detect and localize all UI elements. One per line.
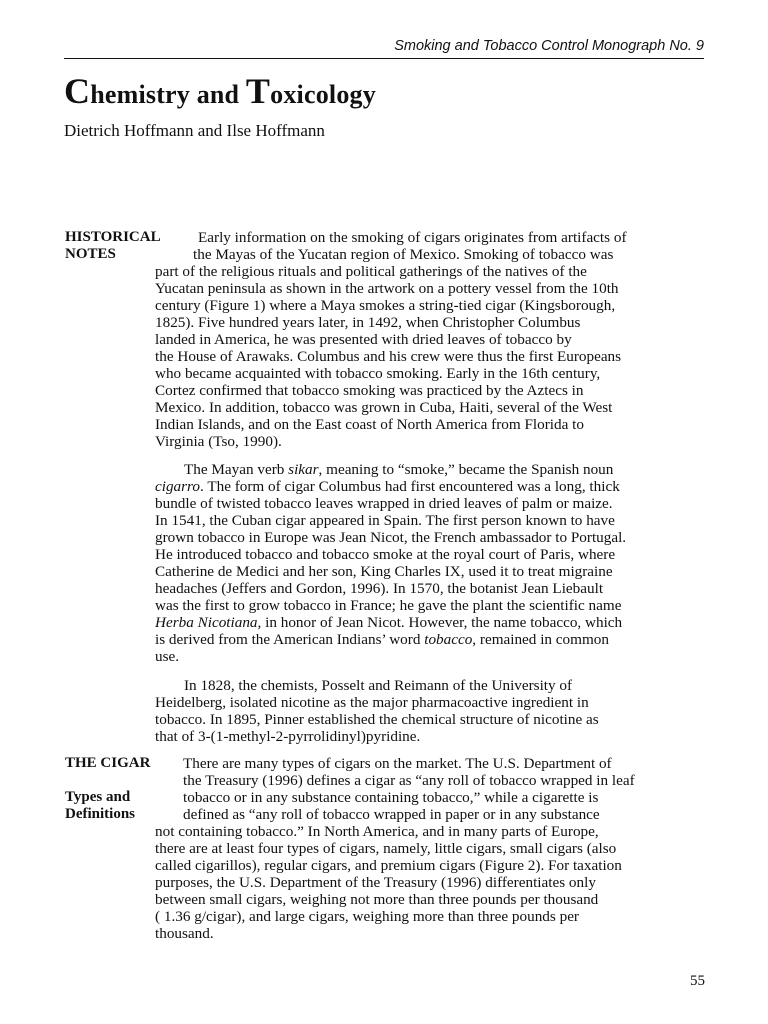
historical-paragraph-1 bbox=[155, 229, 627, 450]
text-line: thousand. bbox=[155, 925, 214, 942]
section-label-historical-notes bbox=[65, 229, 161, 263]
text-line: century (Figure 1) where a Maya smokes a string-tied cigar (Kingsborough, bbox=[155, 297, 616, 314]
text-line: part of the religious rituals and political gatherings of the natives of the bbox=[155, 263, 587, 280]
text-line: who became acquainted with tobacco smoking. Early in the 16th century, bbox=[155, 365, 601, 382]
text-line: bundle of twisted tobacco leaves wrapped in dried leaves of palm or maize. bbox=[155, 495, 613, 512]
text-line: In 1828, the chemists, Posselt and Reimann of the University of bbox=[184, 677, 573, 694]
text-line: tobacco. In 1895, Pinner established the chemical structure of nicotine as bbox=[155, 711, 599, 728]
italic-term-tobacco: tobacco bbox=[424, 631, 473, 648]
historical-paragraph-2 bbox=[155, 461, 626, 665]
section-label-line: Types and bbox=[65, 789, 131, 805]
text-run: . The form of cigar Columbus had first encountered was a long, thick bbox=[200, 478, 620, 495]
text-run: is derived from the American Indians’ word bbox=[155, 631, 425, 648]
section-label-line: HISTORICAL bbox=[65, 229, 161, 245]
running-header: Smoking and Tobacco Control Monograph No. 9 bbox=[394, 38, 704, 54]
italic-term-sikar: sikar bbox=[288, 461, 319, 478]
text-line: use. bbox=[155, 648, 180, 665]
text-line: Yucatan peninsula as shown in the artwork on a pottery vessel from the 10th bbox=[155, 280, 619, 297]
text-line: Early information on the smoking of cigars originates from artifacts of bbox=[198, 229, 627, 246]
text-line: was the first to grow tobacco in France; he gave the plant the scientific name bbox=[155, 597, 622, 614]
text-line: grown tobacco in Europe was Jean Nicot, the French ambassador to Portugal. bbox=[155, 529, 627, 546]
text-line bbox=[155, 631, 626, 648]
text-line bbox=[155, 614, 626, 631]
text-line: purposes, the U.S. Department of the Treasury (1996) differentiates only bbox=[155, 874, 596, 891]
text-run: , in honor of Jean Nicot. However, the name tobacco, which bbox=[257, 614, 623, 631]
text-line: not containing tobacco.” In North America, and in many parts of Europe, bbox=[155, 823, 599, 840]
text-line: headaches (Jeffers and Gordon, 1996). In 1570, the botanist Jean Liebault bbox=[155, 580, 604, 597]
title-initial-t: T bbox=[245, 71, 271, 111]
chapter-title bbox=[64, 70, 376, 112]
text-line: between small cigars, weighing not more than three pounds per thousand bbox=[155, 891, 599, 908]
text-line: ( 1.36 g/cigar), and large cigars, weighing more than three pounds per bbox=[155, 908, 579, 925]
text-line: the Treasury (1996) defines a cigar as “any roll of tobacco wrapped in leaf bbox=[183, 772, 635, 789]
text-line bbox=[155, 461, 626, 478]
title-initial-c: C bbox=[64, 71, 91, 111]
section-label-line: NOTES bbox=[65, 246, 116, 262]
section-label-line: Definitions bbox=[65, 806, 136, 822]
text-line: There are many types of cigars on the market. The U.S. Department of bbox=[183, 755, 612, 772]
text-line: 1825). Five hundred years later, in 1492, when Christopher Columbus bbox=[155, 314, 581, 331]
title-rest-2: oxicology bbox=[270, 80, 376, 109]
cigar-paragraph-1 bbox=[155, 755, 635, 942]
title-rest-1: hemistry and bbox=[90, 80, 246, 109]
text-line: that of 3-(1-methyl-2-pyrrolidinyl)pyridine. bbox=[155, 728, 421, 745]
section-label-the-cigar bbox=[65, 755, 150, 772]
historical-paragraph-3 bbox=[155, 677, 599, 745]
header-rule bbox=[64, 58, 704, 59]
text-line: In 1541, the Cuban cigar appeared in Spain. The first person known to have bbox=[155, 512, 615, 529]
text-line: called cigarillos), regular cigars, and premium cigars (Figure 2). For taxation bbox=[155, 857, 622, 874]
chapter-authors: Dietrich Hoffmann and Ilse Hoffmann bbox=[64, 121, 325, 140]
text-line: Heidelberg, isolated nicotine as the major pharmacoactive ingredient in bbox=[155, 694, 589, 711]
text-line: defined as “any roll of tobacco wrapped in paper or in any substance bbox=[183, 806, 600, 823]
text-line: Virginia (Tso, 1990). bbox=[155, 433, 282, 450]
text-run: , meaning to “smoke,” became the Spanish noun bbox=[318, 461, 614, 478]
text-line: Catherine de Medici and her son, King Charles IX, used it to treat migraine bbox=[155, 563, 613, 580]
subsection-label-types-and-definitions bbox=[65, 789, 135, 823]
text-line: there are at least four types of cigars, namely, little cigars, small cigars (also bbox=[155, 840, 617, 857]
italic-term-cigarro: cigarro bbox=[155, 478, 200, 495]
text-line: Indian Islands, and on the East coast of North America from Florida to bbox=[155, 416, 584, 433]
text-line: the House of Arawaks. Columbus and his crew were thus the first Europeans bbox=[155, 348, 622, 365]
text-line: landed in America, he was presented with dried leaves of tobacco by bbox=[155, 331, 572, 348]
text-line: the Mayas of the Yucatan region of Mexico. Smoking of tobacco was bbox=[193, 246, 614, 263]
text-run: , remained in common bbox=[472, 631, 609, 648]
section-label-line: THE CIGAR bbox=[65, 755, 151, 771]
text-line: Mexico. In addition, tobacco was grown in Cuba, Haiti, several of the West bbox=[155, 399, 613, 416]
page-number: 55 bbox=[690, 973, 705, 989]
italic-term-herba-nicotiana: Herba Nicotiana bbox=[155, 614, 258, 631]
text-run: The Mayan verb bbox=[184, 461, 289, 478]
text-line: Cortez confirmed that tobacco smoking was practiced by the Aztecs in bbox=[155, 382, 584, 399]
text-line: tobacco or in any substance containing tobacco,” while a cigarette is bbox=[183, 789, 599, 806]
text-line: He introduced tobacco and tobacco smoke at the royal court of Paris, where bbox=[155, 546, 616, 563]
text-line bbox=[155, 478, 626, 495]
